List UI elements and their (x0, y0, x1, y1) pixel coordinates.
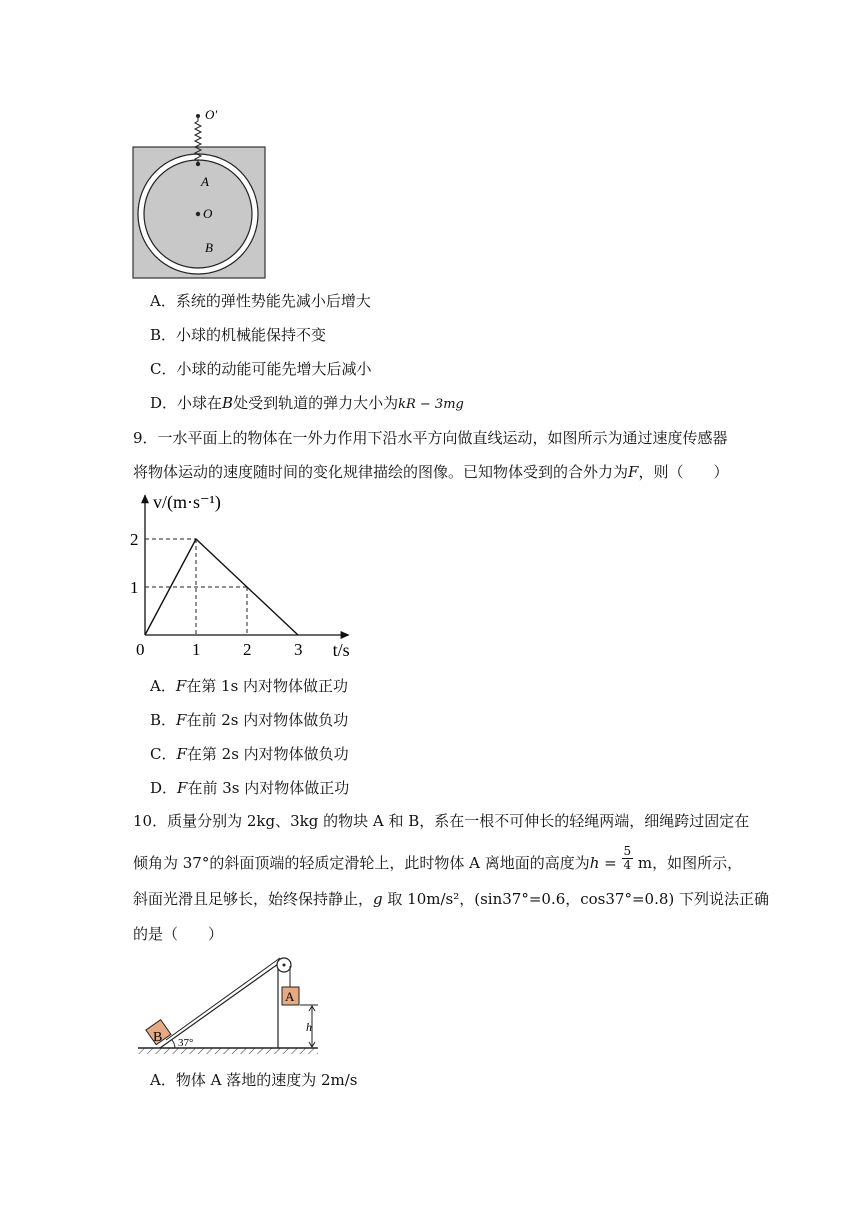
x-tick-label: 1 (192, 640, 201, 659)
question-variable: F (628, 463, 639, 481)
velocity-time-chart (125, 488, 365, 663)
question-text: 一水平面上的物体在一外力作用下沿水平方向做直线运动，如图所示为通过速度传感器 (157, 429, 728, 447)
question-text: 斜面光滑且足够长，始终保持静止， (133, 890, 374, 908)
option-text: 在第 2s 内对物体做负功 (186, 745, 349, 763)
q10-option-a[interactable] (150, 1070, 358, 1090)
question-text: m，如图所示， (633, 854, 743, 872)
option-text: 在前 3s 内对物体做正功 (187, 779, 350, 797)
ground-hatch (138, 1048, 318, 1054)
question-text: 将物体运动的速度随时间的变化规律描绘的图像。已知物体受到的合外力为 (133, 463, 629, 481)
q8-option-d[interactable] (150, 393, 464, 415)
block-b-label: B (153, 1030, 163, 1045)
question-text: = (599, 854, 622, 872)
option-letter: A． (150, 677, 176, 695)
option-variable: F (175, 677, 187, 695)
chart-axes (141, 494, 350, 639)
question-text: 取 10m/s²，(sin37°=0.6，cos37°=0.8) 下列说法正确 (382, 890, 770, 908)
center-point (196, 212, 200, 216)
label-a: A (201, 174, 209, 189)
option-letter: D． (150, 779, 178, 797)
rope-line (166, 958, 280, 1040)
label-o-prime: O′ (205, 107, 218, 122)
x-axis-arrow-icon (341, 631, 350, 639)
pulley-axle (283, 964, 286, 967)
option-letter: C． (150, 745, 177, 763)
x-tick-label: 0 (136, 640, 145, 659)
x-tick-label: 3 (294, 640, 303, 659)
option-letter: B． (150, 326, 177, 344)
q9-option-a[interactable] (150, 676, 348, 696)
option-formula: kR − 3mg (398, 397, 464, 412)
option-variable: F (177, 779, 188, 797)
q9-option-b[interactable] (150, 710, 348, 730)
q8-option-a[interactable] (150, 291, 371, 311)
x-tick-label: 2 (243, 640, 252, 659)
y-tick-label: 2 (130, 530, 139, 549)
q9-stem-line1 (133, 428, 733, 448)
question-variable: g (373, 890, 383, 908)
option-text: 物体 A 落地的速度为 2m/s (175, 1071, 358, 1089)
question-text: ，则（ ） (638, 463, 729, 481)
option-variable: F (176, 711, 187, 729)
chart-guides (145, 539, 247, 635)
block-a-label: A (285, 989, 295, 1004)
option-text: 小球的动能可能先增大后减小 (176, 360, 372, 378)
question-text: 倾角为 37°的斜面顶端的轻质定滑轮上，此时物体 A 离地面的高度为 (133, 854, 590, 872)
question-text: 质量分别为 2kg、3kg 的物块 A 和 B，系在一根不可伸长的轻绳两端，细绳跨过固定在 (167, 812, 750, 830)
fraction-denominator: 4 (623, 857, 632, 872)
pivot-point (196, 114, 200, 118)
option-variable: B (222, 394, 234, 412)
label-b: B (205, 240, 213, 255)
angle-label: 37° (178, 1037, 194, 1049)
slope-line (160, 964, 278, 1048)
option-letter: D． (150, 394, 178, 412)
option-letter: A． (150, 1071, 176, 1089)
x-axis-label: t/s (332, 640, 350, 660)
q10-stem-line3 (133, 889, 770, 909)
option-letter: C． (150, 360, 177, 378)
ring-spring-figure (125, 105, 275, 285)
option-variable: F (176, 745, 187, 763)
q9-option-c[interactable] (150, 744, 349, 764)
option-text: 系统的弹性势能先减小后增大 (175, 292, 371, 310)
q9-option-d[interactable] (150, 778, 349, 798)
option-text: 处受到轨道的弹力大小为 (233, 394, 399, 412)
q10-stem-line1 (133, 811, 750, 831)
option-letter: A． (150, 292, 176, 310)
question-text: 的是（ ） (133, 925, 224, 943)
y-axis-label: v/(m·s⁻¹) (153, 492, 221, 512)
fraction-numerator: 5 (623, 843, 632, 858)
question-number: 9． (133, 429, 158, 447)
block-a (282, 987, 299, 1005)
q10-stem-line4 (133, 924, 733, 944)
label-o: O (203, 206, 213, 221)
question-number: 10． (133, 812, 168, 830)
incline-pulley-figure (130, 952, 330, 1057)
option-text: 小球的机械能保持不变 (176, 326, 327, 344)
h-label: h (306, 1020, 312, 1034)
option-text: 在前 2s 内对物体做负功 (186, 711, 349, 729)
angle-arc (172, 1040, 175, 1048)
ball-point-a (196, 162, 200, 166)
question-variable: h (589, 854, 600, 872)
y-axis-arrow-icon (141, 494, 149, 503)
option-letter: B． (150, 711, 177, 729)
q8-option-b[interactable] (150, 325, 326, 345)
fraction (622, 845, 634, 872)
y-tick-label: 1 (130, 578, 139, 597)
q9-stem-line2 (133, 462, 733, 482)
option-text: 在第 1s 内对物体做正功 (186, 677, 349, 695)
q8-option-c[interactable] (150, 359, 372, 379)
option-text: 小球在 (177, 394, 223, 412)
q10-stem-line2 (133, 843, 743, 873)
